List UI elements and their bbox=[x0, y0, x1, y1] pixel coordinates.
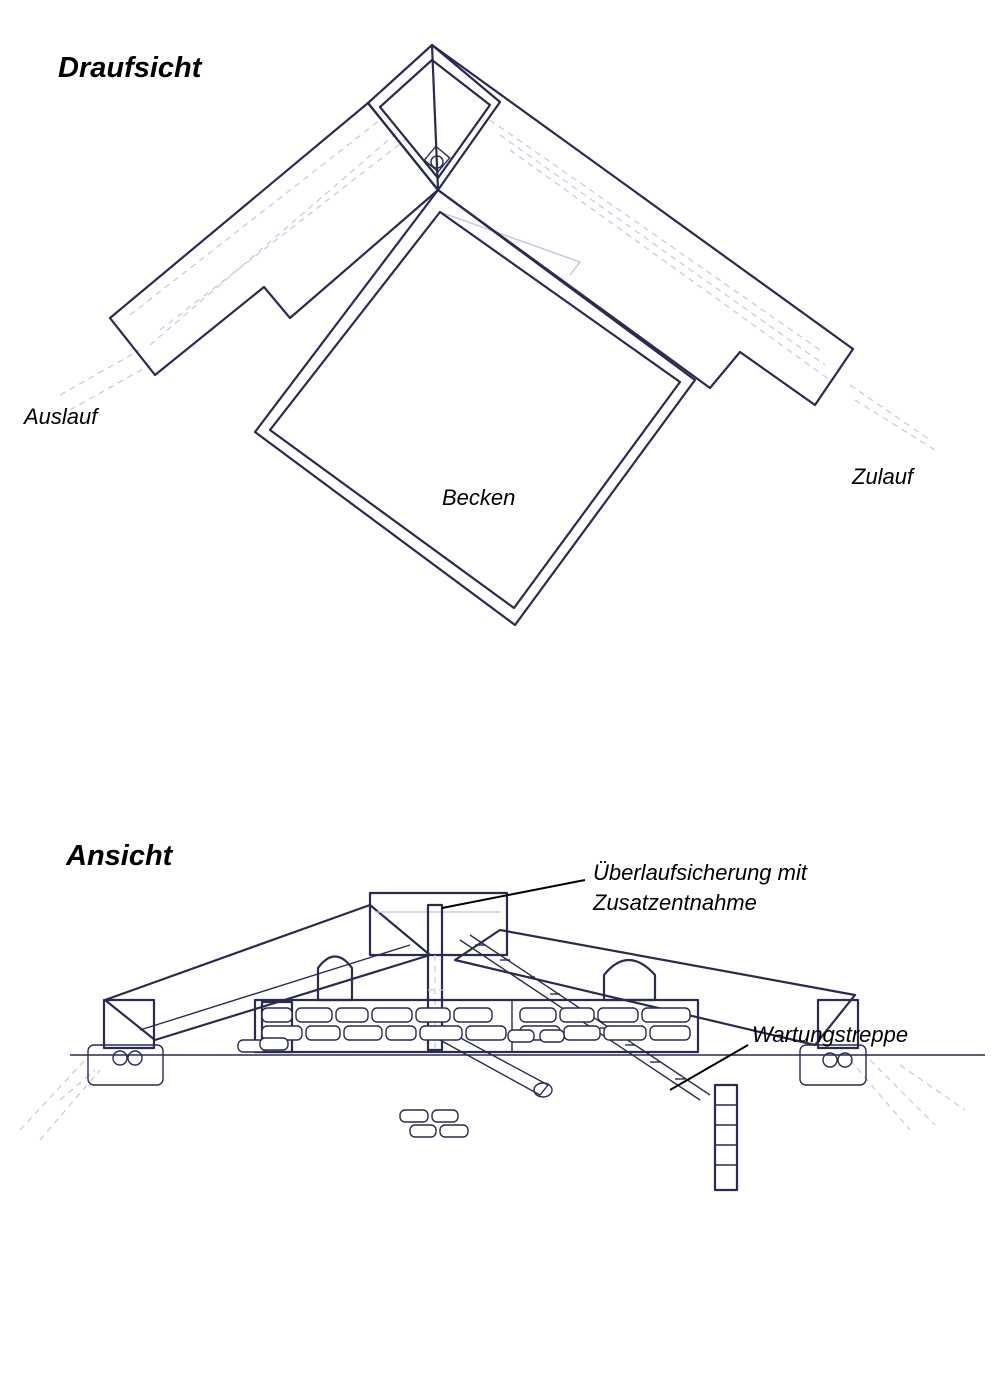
basin-outer bbox=[255, 190, 695, 625]
left-foundation bbox=[88, 1045, 163, 1085]
stairs-label: Wartungstreppe bbox=[752, 1022, 909, 1047]
loose-stones bbox=[238, 1030, 564, 1137]
top-view-title: Draufsicht bbox=[58, 52, 202, 84]
inlet-label: Zulauf bbox=[852, 464, 914, 489]
outlet-label: Auslauf bbox=[24, 404, 98, 429]
side-view-title: Ansicht bbox=[66, 840, 173, 872]
basin-label: Becken bbox=[442, 485, 516, 510]
overflow-label-line2: Zusatzentnahme bbox=[593, 890, 757, 915]
overflow-label-line1: Überlaufsicherung mit bbox=[593, 860, 807, 885]
top-view-hidden-lines bbox=[60, 120, 935, 450]
diagonal-pipe bbox=[440, 1035, 548, 1095]
basin-inner bbox=[270, 212, 680, 608]
right-arch-niche bbox=[604, 960, 655, 1000]
left-arch-niche bbox=[318, 957, 352, 1001]
outlet-channel bbox=[110, 103, 438, 375]
right-foundation bbox=[800, 1045, 866, 1085]
left-post bbox=[104, 1000, 154, 1048]
top-view-drawing bbox=[60, 45, 935, 625]
ladder bbox=[715, 1085, 737, 1190]
ground-hatching bbox=[20, 1060, 965, 1140]
wall-stones bbox=[262, 1008, 690, 1040]
